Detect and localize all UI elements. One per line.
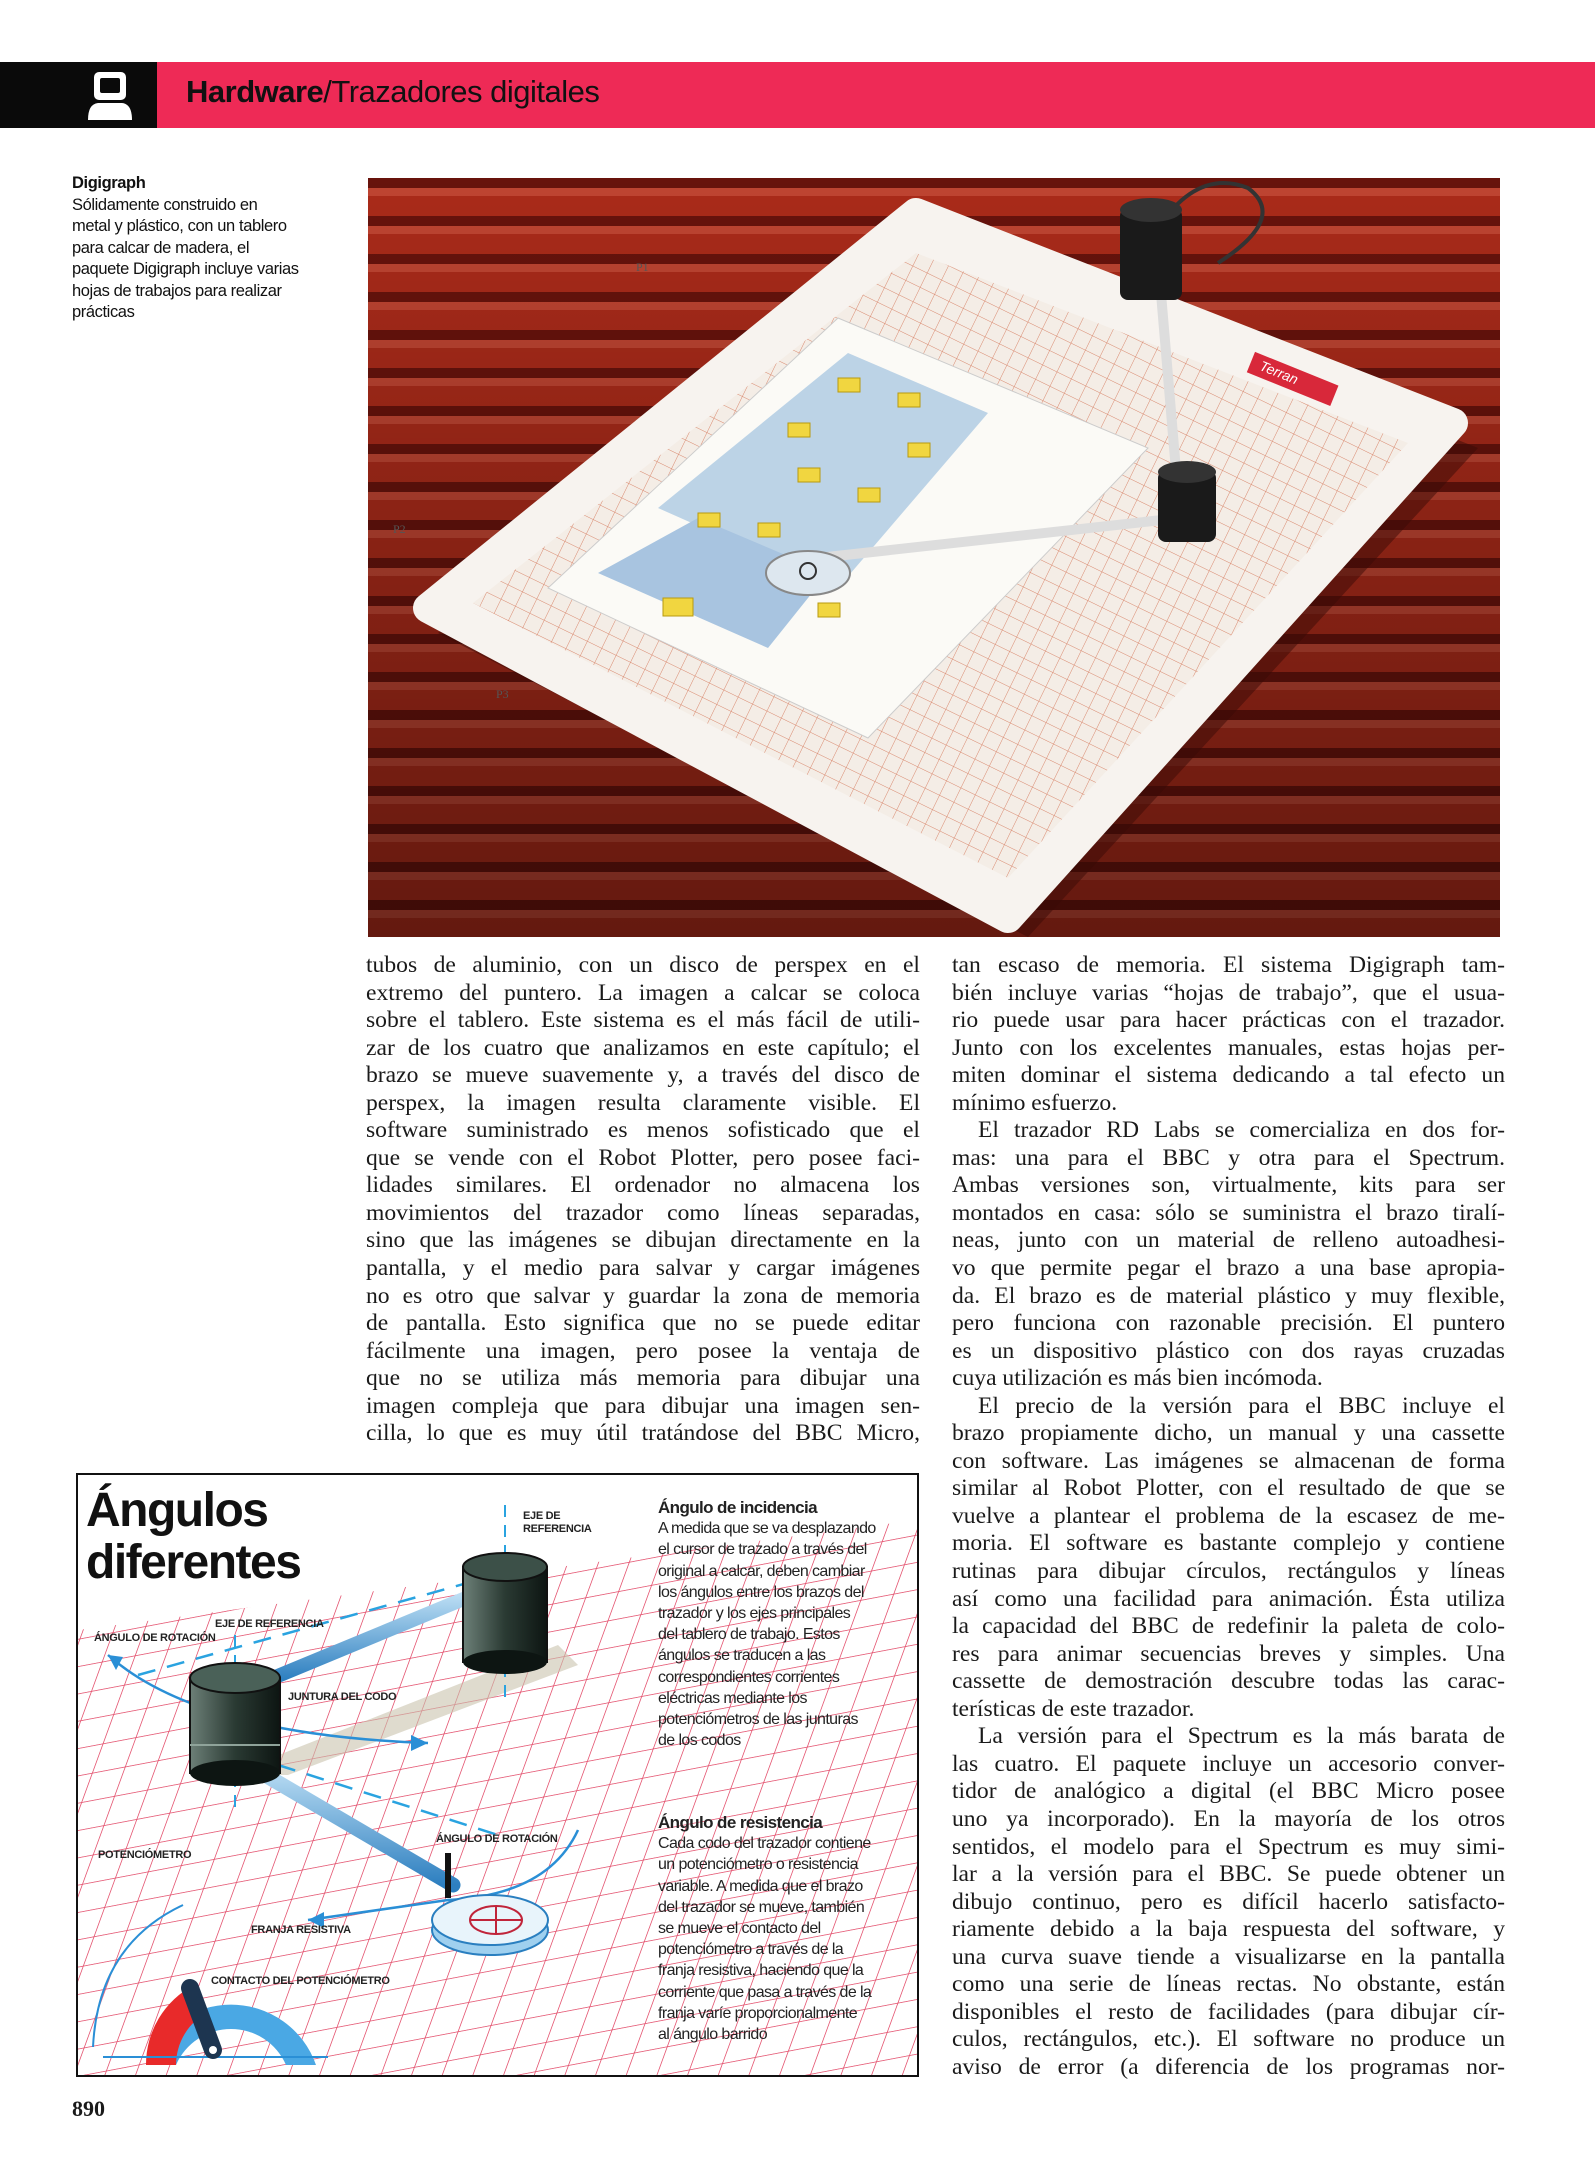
text-line: es un dispositivo plástico con dos rayas cruzadas [952, 1337, 1505, 1364]
text-line: así como una facilidad para animación. Ésta utiliza [952, 1585, 1505, 1612]
text-line: culos, rectángulos, etc.). El software no produce un [952, 2026, 1505, 2053]
text-line: fácilmente una imagen, pero posee la ventaja de [366, 1337, 920, 1364]
text-line: del tablero de trabajo. Estos [658, 1626, 840, 1644]
text-line: miten dominar el sistema dedicando a tal efecto un [952, 1062, 1505, 1089]
text-line: de los codos [658, 1732, 741, 1750]
text-line: extremo del puntero. La imagen a calcar se coloca [366, 979, 920, 1006]
paragraph [952, 1393, 1505, 1724]
text-line: paquete Digigraph incluye varias [72, 260, 299, 278]
text-line: uno ya incorporado). En la mayoría de los otros [952, 1805, 1505, 1832]
text-line: las cuatro. El paquete incluye un accesorio conver- [952, 1750, 1505, 1777]
text-line: da. El brazo es de material plástico y muy flexible, [952, 1282, 1505, 1309]
text-line: brazo propiamente dicho, un manual y una cassette [952, 1420, 1505, 1447]
text-line: de pantalla. Esto significa que no se puede editar [366, 1310, 920, 1337]
text-line: brazo se mueve suavemente y, a través del disco de [366, 1062, 920, 1089]
text-line: una curva suave tiende a visualizarse en la pantalla [952, 1943, 1505, 1970]
text-line: al ángulo barrido [658, 2026, 767, 2044]
text-line: que no se utiliza más memoria para dibujar una [366, 1365, 920, 1392]
text-line: trazador y los ejes principales [658, 1605, 851, 1623]
text-line: dibujo continuo, pero es difícil hacerlo satisfacto- [952, 1888, 1505, 1915]
article-column-2 [952, 952, 1505, 2081]
text-line: tan escaso de memoria. El sistema Digigraph tam- [952, 952, 1505, 978]
label-elbow-joint: JUNTURA DEL CODO [288, 1691, 397, 1703]
text-line: res para animar secuencias breves y simples. Una [952, 1640, 1505, 1667]
text-line: un potenciómetro o resistencia [658, 1856, 858, 1874]
text-line: rutinas para dibujar círculos, rectángulos y líneas [952, 1558, 1505, 1585]
text-line: lidades similares. El ordenador no almacena los [366, 1172, 920, 1199]
text-line: correspondientes corrientes [658, 1668, 840, 1686]
digigraph-photo [368, 178, 1500, 937]
text-line: A medida que se va desplazando [658, 1520, 876, 1538]
paragraph [952, 952, 1505, 1117]
text-line: software suministrado es menos sofisticado que el [366, 1117, 920, 1144]
incidence-angle-note [658, 1497, 876, 1751]
photo-caption [72, 173, 342, 324]
text-line: mas: una para el BBC y otra para el Spectrum. [952, 1144, 1505, 1171]
diagram-title-line: Ángulos [86, 1484, 268, 1537]
text-line: cuya utilización es más bien incómoda. [952, 1365, 1323, 1392]
text-line: hojas de trabajos para realizar [72, 281, 282, 300]
text-line: La versión para el Spectrum es la más barata de [978, 1723, 1505, 1750]
text-line: tidor de analógico a digital (el BBC Micro posee [952, 1778, 1505, 1805]
text-line: bién incluye varias “hojas de trabajo”, que el usua- [952, 979, 1505, 1006]
text-line: zar de los cuatro que analizamos en este capítulo; el [366, 1034, 920, 1061]
resistance-title: Ángulo de resistencia [658, 1813, 823, 1832]
page-number: 890 [72, 2096, 105, 2121]
resistance-body [658, 1833, 871, 2045]
text-line: Junto con los excelentes manuales, estas hojas per- [952, 1034, 1505, 1061]
text-line: similar al Robot Plotter, con el resultado de que se [952, 1475, 1505, 1502]
section-topic: /Trazadores digitales [323, 74, 600, 109]
text-line: sino que las imágenes se dibujan directamente en la [366, 1227, 920, 1254]
text-line: Ambas versiones son, virtualmente, kits para ser [952, 1172, 1505, 1199]
text-line: variable. A medida que el brazo [658, 1877, 863, 1895]
text-line: sentidos, el modelo para el Spectrum es muy simi- [952, 1833, 1505, 1860]
resistance-angle-note [658, 1812, 871, 2045]
label-potentiometer: POTENCIÓMETRO [98, 1849, 192, 1861]
text-line: con software. Las imágenes se almacenan de forma [952, 1447, 1505, 1474]
text-line: corriente que pasa a través de la [658, 1983, 872, 2001]
caption-body [72, 195, 342, 324]
label-reference-axis: EJE DE REFERENCIA [215, 1618, 324, 1630]
text-line: del trazador se mueve, también [658, 1898, 865, 1916]
text-line: no es otro que salvar y guardar la zona de memoria [366, 1282, 920, 1309]
page-section-title [186, 74, 599, 110]
text-line: potenciómetro a través de la [658, 1941, 844, 1959]
text-line: movimientos del trazador como líneas separadas, [366, 1199, 920, 1226]
brand-label: Terran [1257, 357, 1301, 388]
text-line: que se vende con el Robot Plotter, pero posee faci- [366, 1144, 920, 1171]
text-line: disponibles el resto de facilidades (para dibujar cír- [952, 1998, 1505, 2025]
text-line: sobre el tablero. Este sistema es el más fácil de utili- [366, 1007, 920, 1034]
text-line: lar a la versión para el BBC. Se puede obtener un [952, 1861, 1505, 1888]
text-line: eléctricas mediante los [658, 1689, 807, 1707]
text-line: rio puede usar para hacer prácticas con el trazador. [952, 1007, 1505, 1034]
header-icon-block [0, 62, 157, 128]
text-line: cassette de demostración descubre todas las carac- [952, 1668, 1505, 1695]
text-line: riamente debido a la baja respuesta del software, y [952, 1916, 1505, 1943]
diagram-title [86, 1485, 300, 1589]
text-line: El precio de la versión para el BBC incluye el [978, 1392, 1505, 1419]
text-line: perspex, la imagen resulta claramente visible. El [366, 1089, 920, 1116]
label-line: EJE DE [523, 1510, 561, 1522]
text-line: la capacidad del BBC de redefinir la paleta de colo- [952, 1613, 1505, 1640]
text-line: el cursor de trazado a través del [658, 1541, 867, 1559]
diagram-title-line: diferentes [86, 1536, 301, 1589]
incidence-body [658, 1518, 876, 1751]
caption-title: Digigraph [72, 174, 146, 192]
label-potentiometer-contact: CONTACTO DEL POTENCIÓMETRO [211, 1975, 390, 1987]
text-line: ángulos se traducen a las [658, 1647, 826, 1665]
text-line: potenciómetros de las junturas [658, 1711, 858, 1729]
text-line: vuelve a plantear el problema de la escasez de me- [952, 1502, 1505, 1529]
text-line: metal y plástico, con un tablero [72, 217, 287, 235]
label-line: REFERENCIA [523, 1523, 592, 1535]
incidence-title: Ángulo de incidencia [658, 1498, 817, 1517]
text-line: se mueve el contacto del [658, 1920, 821, 1938]
text-line: prácticas [72, 303, 135, 321]
text-line: original a calcar, deben cambiar [658, 1562, 865, 1580]
text-line: Cada codo del trazador contiene [658, 1835, 871, 1853]
point-label: P1 [636, 260, 649, 274]
angles-diagram [76, 1473, 919, 2077]
text-line: El trazador RD Labs se comercializa en dos for- [978, 1117, 1505, 1144]
label-reference-axis-top [523, 1510, 592, 1536]
text-line: terísticas de este trazador. [952, 1695, 1195, 1722]
text-line: cilla, lo que es muy útil tratándose del BBC Micro, [366, 1420, 920, 1447]
point-label: P3 [496, 687, 509, 701]
text-line: tubos de aluminio, con un disco de perspex en el [366, 952, 920, 978]
text-line: para calcar de madera, el [72, 238, 250, 257]
section-name: Hardware [186, 74, 324, 109]
text-line: vo que permite pegar el brazo a una base apropia- [952, 1255, 1505, 1282]
section-header-bar [0, 62, 1595, 128]
text-line: neas, junto con un material de relleno autoadhesi- [952, 1227, 1505, 1254]
label-rotation-angle: ÁNGULO DE ROTACIÓN [94, 1632, 216, 1644]
text-line: moria. El software es bastante complejo y contiene [952, 1530, 1505, 1557]
text-line: mínimo esfuerzo. [952, 1089, 1118, 1116]
text-line: los ángulos entre los brazos del [658, 1583, 864, 1601]
text-line: Sólidamente construido en [72, 195, 258, 214]
paragraph [952, 1117, 1505, 1392]
text-line: montados en casa: sólo se suministra el brazo tiralí- [952, 1199, 1505, 1226]
point-label: P2 [393, 522, 406, 536]
text-line: pero funciona con razonable precisión. El puntero [952, 1310, 1505, 1337]
article-column-1 [366, 952, 920, 1448]
computer-user-icon [80, 70, 140, 122]
label-rotation-angle: ÁNGULO DE ROTACIÓN [436, 1833, 558, 1845]
label-resistive-strip: FRANJA RESISTIVA [251, 1924, 351, 1936]
paragraph [366, 952, 920, 1448]
text-line: pantalla, y el medio para salvar y cargar imágenes [366, 1255, 920, 1282]
text-line: aviso de error (a diferencia de los programas nor- [952, 2053, 1505, 2080]
text-line: como una serie de líneas rectas. No obstante, están [952, 1971, 1505, 1998]
text-line: franja varíe proporcionalmente [658, 2004, 858, 2022]
paragraph [952, 1723, 1505, 2081]
text-line: imagen compleja que para dibujar una imagen sen- [366, 1392, 920, 1419]
text-line: franja resistiva, haciendo que la [658, 1962, 864, 1980]
